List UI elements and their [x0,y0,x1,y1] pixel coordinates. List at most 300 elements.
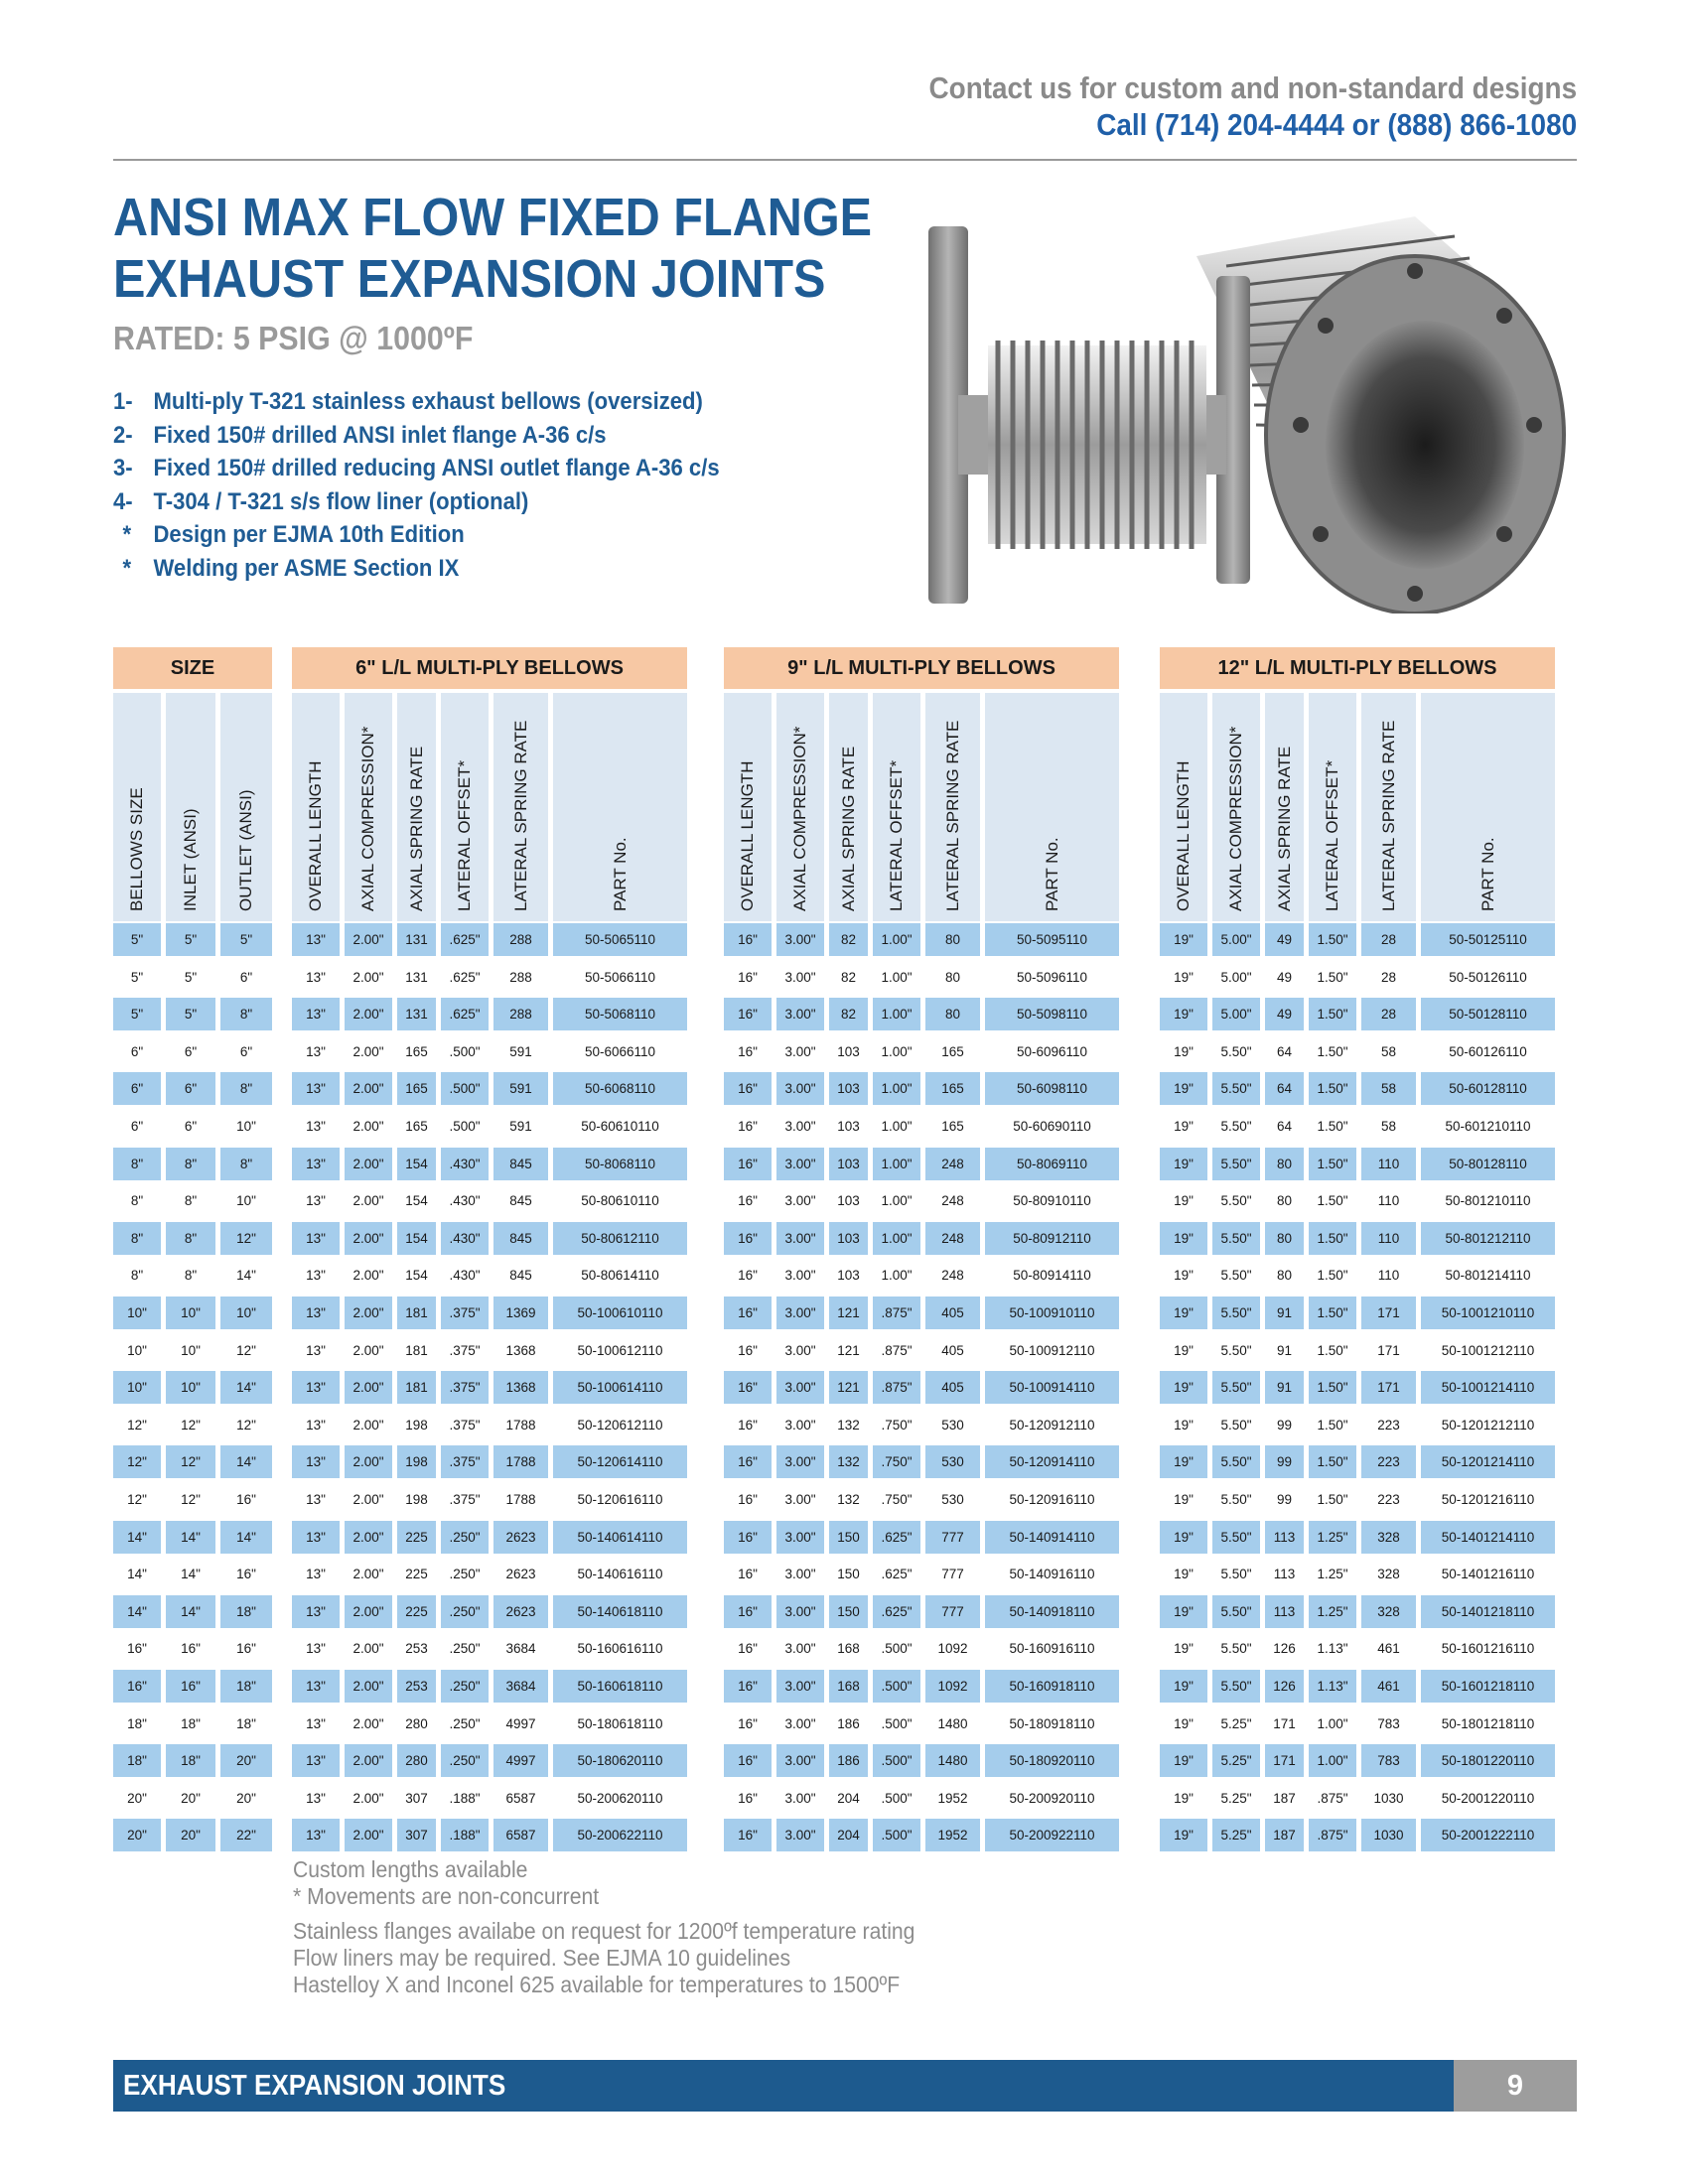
table-cell: 91 [1265,1297,1304,1329]
table-cell: 3.00" [776,1222,824,1255]
table-cell: 131 [397,961,436,994]
table-cell: 845 [493,1259,548,1292]
table-cell: 50-180920110 [985,1744,1119,1777]
table-cell: 28 [1361,923,1416,956]
table-cell: 3.00" [776,961,824,994]
table-cell: 3.00" [776,1259,824,1292]
table-cell: .500" [441,1072,489,1105]
table-cell: 8" [166,1259,215,1292]
notes-block [293,1856,969,1998]
table-cell: 328 [1361,1521,1416,1554]
group-header: 9" L/L MULTI-PLY BELLOWS [724,647,1119,689]
table-cell: 18" [166,1744,215,1777]
table-cell: 16" [113,1670,161,1703]
column-header [397,693,436,921]
table-cell: 50-200922110 [985,1819,1119,1851]
table-cell: 14" [166,1558,215,1590]
table-cell: 1.50" [1309,923,1356,956]
table-cell: 49 [1265,923,1304,956]
table-cell: 19" [1160,1184,1207,1217]
table-cell: 3.00" [776,1707,824,1740]
table-cell: 8" [220,1148,272,1180]
table-cell: 12" [220,1222,272,1255]
table-cell: 50-601210110 [1421,1110,1555,1143]
table-cell: 18" [220,1707,272,1740]
table-cell: 50-160916110 [985,1632,1119,1665]
table-cell: 5" [220,923,272,956]
feature-text: Multi-ply T-321 stainless exhaust bellows (oversized) [153,388,703,415]
table-cell: .500" [873,1819,920,1851]
table-cell: 50-1201216110 [1421,1483,1555,1516]
table-cell: 5.50" [1212,1222,1260,1255]
column-header-label: PART No. [610,837,630,911]
note-stainless-flanges: Stainless flanges availabe on request for 1200ºf temperature rating [293,1918,915,1944]
table-cell: 3.00" [776,923,824,956]
table-cell: 13" [292,923,340,956]
table-cell: 50-140618110 [553,1595,687,1628]
table-cell: 154 [397,1222,436,1255]
table-cell: 150 [829,1558,868,1590]
table-cell: 2.00" [345,1222,392,1255]
table-cell: 13" [292,1707,340,1740]
table-cell: 13" [292,1445,340,1478]
table-cell: .500" [873,1707,920,1740]
table-cell: .625" [441,923,489,956]
table-cell: 50-100910110 [985,1297,1119,1329]
table-cell: 2.00" [345,1632,392,1665]
table-cell: 20" [166,1819,215,1851]
table-cell: 204 [829,1782,868,1815]
table-cell: 50-50128110 [1421,998,1555,1030]
table-cell: 1.00" [873,1148,920,1180]
table-cell: 845 [493,1148,548,1180]
column-header [1361,693,1416,921]
table-cell: 80 [925,961,980,994]
table-cell: 223 [1361,1409,1416,1441]
table-cell: 103 [829,1222,868,1255]
table-cell: 58 [1361,1035,1416,1068]
table-cell: 165 [925,1035,980,1068]
table-cell: .250" [441,1595,489,1628]
table-cell: 1.50" [1309,1259,1356,1292]
table-cell: 165 [925,1072,980,1105]
table-cell: 1.50" [1309,1371,1356,1404]
table-cell: 19" [1160,1334,1207,1367]
table-cell: 50-5066110 [553,961,687,994]
table-cell: 5" [113,923,161,956]
table-cell: 5.50" [1212,1445,1260,1478]
table-cell: 13" [292,1558,340,1590]
table-cell: 5" [166,961,215,994]
table-cell: 121 [829,1297,868,1329]
table-cell: 591 [493,1035,548,1068]
table-cell: 18" [113,1744,161,1777]
table-cell: 14" [113,1521,161,1554]
table-cell: 6" [166,1035,215,1068]
table-cell: 13" [292,961,340,994]
table-cell: 16" [724,1445,772,1478]
table-cell: 16" [724,1483,772,1516]
feature-text: Fixed 150# drilled ANSI inlet flange A-36 c/s [153,421,607,449]
table-cell: 50-180618110 [553,1707,687,1740]
table-cell: .375" [441,1371,489,1404]
table-cell: 3.00" [776,1744,824,1777]
table-cell: .875" [873,1297,920,1329]
table-cell: 16" [724,998,772,1030]
table-cell: 50-100610110 [553,1297,687,1329]
table-cell: 307 [397,1782,436,1815]
table-cell: 530 [925,1409,980,1441]
table-cell: 1.00" [1309,1707,1356,1740]
table-cell: 19" [1160,1819,1207,1851]
table-cell: 5.50" [1212,1297,1260,1329]
table-cell: 19" [1160,1409,1207,1441]
table-cell: 248 [925,1148,980,1180]
table-cell: 187 [1265,1782,1304,1815]
table-cell: 16" [724,923,772,956]
feature-number: 2- [113,421,133,449]
expansion-joint-photo [899,197,1574,614]
table-cell: 2.00" [345,1371,392,1404]
table-cell: 1030 [1361,1782,1416,1815]
table-cell: 50-6096110 [985,1035,1119,1068]
table-cell: 50-80614110 [553,1259,687,1292]
table-cell: 3.00" [776,1595,824,1628]
table-cell: 530 [925,1483,980,1516]
table-cell: 20" [166,1782,215,1815]
table-cell: 2.00" [345,1148,392,1180]
table-cell: 3.00" [776,1632,824,1665]
table-cell: 64 [1265,1035,1304,1068]
table-cell: 16" [724,1409,772,1441]
table-cell: 19" [1160,1035,1207,1068]
table-cell: .430" [441,1148,489,1180]
table-cell: 1.50" [1309,1035,1356,1068]
table-cell: 121 [829,1371,868,1404]
table-cell: 20" [113,1819,161,1851]
table-cell: 591 [493,1072,548,1105]
table-cell: 99 [1265,1483,1304,1516]
table-cell: 253 [397,1670,436,1703]
table-cell: 10" [113,1297,161,1329]
column-header-label: AXIAL COMPRESSION* [358,726,377,911]
table-cell: 50-2001222110 [1421,1819,1555,1851]
table-cell: 14" [220,1521,272,1554]
page-title [113,187,872,310]
table-cell: 19" [1160,1297,1207,1329]
table-cell: 14" [113,1558,161,1590]
table-cell: 16" [724,1707,772,1740]
feature-item [113,552,720,586]
table-cell: .625" [441,998,489,1030]
table-cell: 10" [166,1334,215,1367]
table-cell: 5.50" [1212,1184,1260,1217]
title-line-1: ANSI MAX FLOW FIXED FLANGE [113,188,873,247]
table-cell: 2.00" [345,1707,392,1740]
table-cell: 3684 [493,1632,548,1665]
table-cell: 132 [829,1483,868,1516]
table-cell: 5.00" [1212,998,1260,1030]
table-cell: 50-1401214110 [1421,1521,1555,1554]
table-cell: 126 [1265,1670,1304,1703]
table-cell: 5" [113,998,161,1030]
table-cell: 5.50" [1212,1483,1260,1516]
table-cell: .750" [873,1483,920,1516]
table-cell: 13" [292,1595,340,1628]
table-cell: 783 [1361,1744,1416,1777]
table-cell: 58 [1361,1072,1416,1105]
table-cell: 3.00" [776,1558,824,1590]
feature-item [113,485,720,519]
table-cell: 50-140616110 [553,1558,687,1590]
table-cell: 5.50" [1212,1035,1260,1068]
table-cell: 1480 [925,1707,980,1740]
contact-line: Contact us for custom and non-standard designs [928,70,1577,105]
table-cell: 12" [166,1445,215,1478]
column-header [985,693,1119,921]
table-cell: .625" [873,1595,920,1628]
table-cell: 171 [1361,1334,1416,1367]
table-cell: 50-1801220110 [1421,1744,1555,1777]
table-cell: 19" [1160,1707,1207,1740]
table-cell: 777 [925,1521,980,1554]
column-header [220,693,272,921]
table-cell: 6" [166,1072,215,1105]
table-cell: 16" [220,1483,272,1516]
column-header-label: INLET (ANSI) [181,808,200,911]
table-cell: 1.50" [1309,1334,1356,1367]
column-header-label: LATERAL SPRING RATE [1378,720,1398,911]
feature-text: Fixed 150# drilled reducing ANSI outlet flange A-36 c/s [153,455,720,481]
table-cell: 1.00" [873,961,920,994]
table-cell: 2.00" [345,1670,392,1703]
table-cell: 165 [397,1110,436,1143]
table-cell: 50-1601218110 [1421,1670,1555,1703]
table-cell: 198 [397,1483,436,1516]
table-cell: 1.50" [1309,998,1356,1030]
table-cell: .188" [441,1819,489,1851]
table-cell: 2623 [493,1521,548,1554]
table-cell: 1.50" [1309,1483,1356,1516]
column-header-label: AXIAL COMPRESSION* [1226,726,1245,911]
table-cell: 2.00" [345,1259,392,1292]
feature-number: * [122,521,132,548]
table-cell: 13" [292,1259,340,1292]
table-cell: 50-80910110 [985,1184,1119,1217]
table-cell: 204 [829,1819,868,1851]
table-cell: 253 [397,1632,436,1665]
table-cell: 1.00" [873,1072,920,1105]
table-cell: 80 [1265,1184,1304,1217]
table-cell: 16" [724,1297,772,1329]
table-cell: 13" [292,1297,340,1329]
column-header-label: AXIAL SPRING RATE [406,746,426,911]
table-cell: 223 [1361,1445,1416,1478]
table-cell: 8" [166,1222,215,1255]
table-cell: 16" [220,1632,272,1665]
table-cell: 50-100612110 [553,1334,687,1367]
column-header [553,693,687,921]
table-cell: 2.00" [345,1409,392,1441]
table-cell: 328 [1361,1595,1416,1628]
table-cell: 5" [166,923,215,956]
table-cell: 19" [1160,1222,1207,1255]
table-cell: 168 [829,1670,868,1703]
table-cell: 110 [1361,1184,1416,1217]
column-header-label: LATERAL SPRING RATE [942,720,962,911]
table-cell: 20" [220,1744,272,1777]
table-cell: 80 [1265,1259,1304,1292]
table-cell: 2623 [493,1595,548,1628]
table-cell: 2.00" [345,1595,392,1628]
table-cell: 14" [220,1445,272,1478]
table-cell: 783 [1361,1707,1416,1740]
table-cell: 50-140914110 [985,1521,1119,1554]
table-cell: 10" [166,1371,215,1404]
table-cell: 50-80610110 [553,1184,687,1217]
table-cell: 50-80914110 [985,1259,1119,1292]
table-cell: 16" [724,1371,772,1404]
table-cell: 50-5098110 [985,998,1119,1030]
table-cell: 19" [1160,1558,1207,1590]
table-cell: 19" [1160,1371,1207,1404]
table-cell: 1.00" [873,1259,920,1292]
table-cell: 50-5065110 [553,923,687,956]
table-cell: .750" [873,1445,920,1478]
table-cell: .875" [1309,1819,1356,1851]
table-cell: 19" [1160,923,1207,956]
table-cell: 12" [220,1409,272,1441]
feature-number: * [122,554,132,582]
table-cell: 288 [493,961,548,994]
table-cell: 19" [1160,998,1207,1030]
table-cell: 5.50" [1212,1521,1260,1554]
table-cell: 99 [1265,1409,1304,1441]
table-cell: 1368 [493,1334,548,1367]
table-cell: 280 [397,1707,436,1740]
feature-number: 1- [113,388,133,415]
table-cell: 1.50" [1309,1184,1356,1217]
table-cell: 1480 [925,1744,980,1777]
table-cell: 3.00" [776,1483,824,1516]
table-cell: 1.50" [1309,1148,1356,1180]
table-cell: 5.50" [1212,1334,1260,1367]
table-cell: 5.50" [1212,1595,1260,1628]
table-cell: 186 [829,1707,868,1740]
table-cell: 13" [292,1371,340,1404]
table-cell: 5.25" [1212,1819,1260,1851]
table-cell: 16" [724,1035,772,1068]
table-cell: 19" [1160,1670,1207,1703]
group-header: 12" L/L MULTI-PLY BELLOWS [1160,647,1555,689]
table-cell: 80 [925,998,980,1030]
table-cell: 16" [724,1632,772,1665]
column-header [1212,693,1260,921]
column-header [724,693,772,921]
table-cell: 1.50" [1309,1072,1356,1105]
table-cell: 10" [220,1110,272,1143]
table-cell: 80 [1265,1148,1304,1180]
feature-text: Welding per ASME Section IX [153,554,460,582]
table-cell: 91 [1265,1334,1304,1367]
table-cell: 50-140916110 [985,1558,1119,1590]
table-cell: .250" [441,1521,489,1554]
table-cell: 5.50" [1212,1670,1260,1703]
table-cell: 1.00" [1309,1744,1356,1777]
table-cell: 8" [220,998,272,1030]
table-cell: 16" [724,1110,772,1143]
table-cell: 5.00" [1212,961,1260,994]
table-cell: .500" [873,1632,920,1665]
table-cell: 6587 [493,1819,548,1851]
table-cell: 50-200622110 [553,1819,687,1851]
table-cell: 12" [166,1483,215,1516]
table-cell: 248 [925,1184,980,1217]
table-cell: 10" [220,1297,272,1329]
table-cell: 50-6068110 [553,1072,687,1105]
table-cell: 1030 [1361,1819,1416,1851]
table-cell: 110 [1361,1222,1416,1255]
table-cell: 99 [1265,1445,1304,1478]
table-cell: 19" [1160,1259,1207,1292]
table-cell: .500" [873,1782,920,1815]
table-cell: 18" [113,1707,161,1740]
table-cell: 5" [113,961,161,994]
footer-bar [113,2060,1454,2112]
column-header [925,693,980,921]
table-cell: 225 [397,1521,436,1554]
table-cell: 50-60690110 [985,1110,1119,1143]
table-cell: 82 [829,923,868,956]
table-cell: 16" [724,1670,772,1703]
column-header-label: OVERALL LENGTH [738,760,757,911]
table-cell: 248 [925,1259,980,1292]
table-cell: 16" [724,1595,772,1628]
table-cell: 16" [113,1632,161,1665]
table-cell: 58 [1361,1110,1416,1143]
table-cell: 19" [1160,1148,1207,1180]
column-header-label: OUTLET (ANSI) [236,789,255,911]
table-cell: 1.00" [873,923,920,956]
table-cell: 50-120614110 [553,1445,687,1478]
table-cell: 16" [724,961,772,994]
table-cell: 225 [397,1595,436,1628]
table-cell: 1.50" [1309,1222,1356,1255]
table-cell: 2623 [493,1558,548,1590]
table-cell: 131 [397,923,436,956]
table-cell: 16" [724,1259,772,1292]
table-cell: 5.50" [1212,1558,1260,1590]
table-cell: 113 [1265,1558,1304,1590]
table-cell: .250" [441,1707,489,1740]
group-header: 6" L/L MULTI-PLY BELLOWS [292,647,687,689]
table-cell: 5.50" [1212,1632,1260,1665]
table-cell: 5.50" [1212,1371,1260,1404]
table-cell: 50-50126110 [1421,961,1555,994]
table-cell: 50-140918110 [985,1595,1119,1628]
column-header-label: LATERAL OFFSET* [1323,759,1341,911]
table-cell: 186 [829,1744,868,1777]
table-cell: 50-100614110 [553,1371,687,1404]
header-divider [113,159,1577,161]
table-cell: 5.25" [1212,1744,1260,1777]
table-cell: 20" [113,1782,161,1815]
table-cell: 6" [113,1072,161,1105]
table-cell: 1.00" [873,1184,920,1217]
table-cell: 3.00" [776,1409,824,1441]
table-cell: .875" [873,1371,920,1404]
table-cell: 845 [493,1222,548,1255]
